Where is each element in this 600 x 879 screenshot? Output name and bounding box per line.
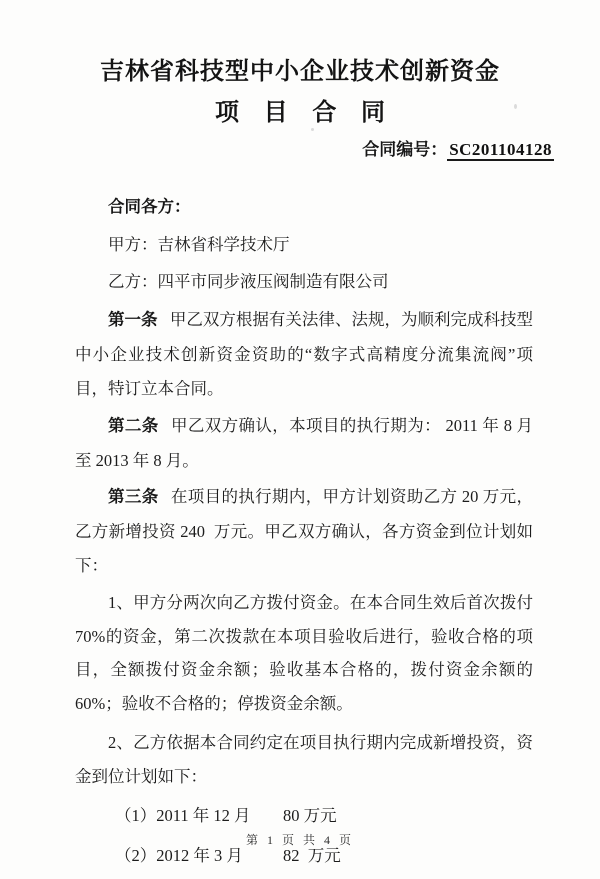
clause-1-text: 甲乙双方根据有关法律、法规，为顺利完成科技型中小企业技术创新资金资助的“数字式高精度分流集流阀”项目，特订立本合同。: [75, 310, 533, 398]
sub-item-1: 1、甲方分两次向乙方拨付资金。在本合同生效后首次拨付 70%的资金，第二次拨款在本项目验收后进行，验收合格的项目，全额拨付资金余额；验收基本合格的，拨付资金余额的 60%；验收不合格的；停拨资金余额。: [75, 592, 538, 714]
document-body: [0, 162, 600, 874]
clause-2: [75, 409, 538, 478]
contract-number-line: [0, 137, 600, 162]
clause-1-label: 第一条: [108, 311, 158, 330]
party-a-line: 甲方：吉林省科学技术厅: [108, 234, 290, 254]
document-subtitle: 项 目 合 同: [214, 99, 385, 126]
parties-heading: 合同各方：: [108, 198, 191, 216]
schedule-row-1: [75, 797, 533, 834]
clause-3-label: 第三条: [108, 488, 159, 507]
clause-3-text: 在项目的执行期内，甲方计划资助乙方 20 万元，乙方新增投资 240 万元。甲乙双方确认，各方资金到位计划如下：: [75, 487, 533, 575]
schedule-2-amount: 82 万元: [283, 845, 341, 865]
sub-item-2: 2、乙方依据本合同约定在项目执行期内完成新增投资，资金到位计划如下：: [75, 732, 533, 786]
page-number: 第 1 页 共 4 页: [245, 833, 354, 847]
contract-number-value: SC201104128: [449, 140, 552, 159]
schedule-1-date: （1）2011 年 12 月: [115, 805, 251, 825]
clause-1: [75, 303, 533, 405]
clause-2-text: 甲乙双方确认，本项目的执行期为： 2011 年 8 月 至 2013 年 8 月。: [75, 415, 538, 470]
contract-number-label: 合同编号：: [362, 140, 448, 159]
schedule-1-amount: 80 万元: [283, 805, 337, 825]
document-title: 吉林省科技型中小企业技术创新资金: [100, 58, 500, 85]
party-b-line: 乙方：四平市同步液压阀制造有限公司: [108, 271, 389, 291]
scan-speck: [311, 128, 314, 131]
scan-speck: [514, 104, 517, 109]
clause-3: [75, 480, 533, 582]
schedule-2-date: （2）2012 年 3 月: [115, 845, 243, 865]
clause-2-label: 第二条: [108, 416, 159, 435]
